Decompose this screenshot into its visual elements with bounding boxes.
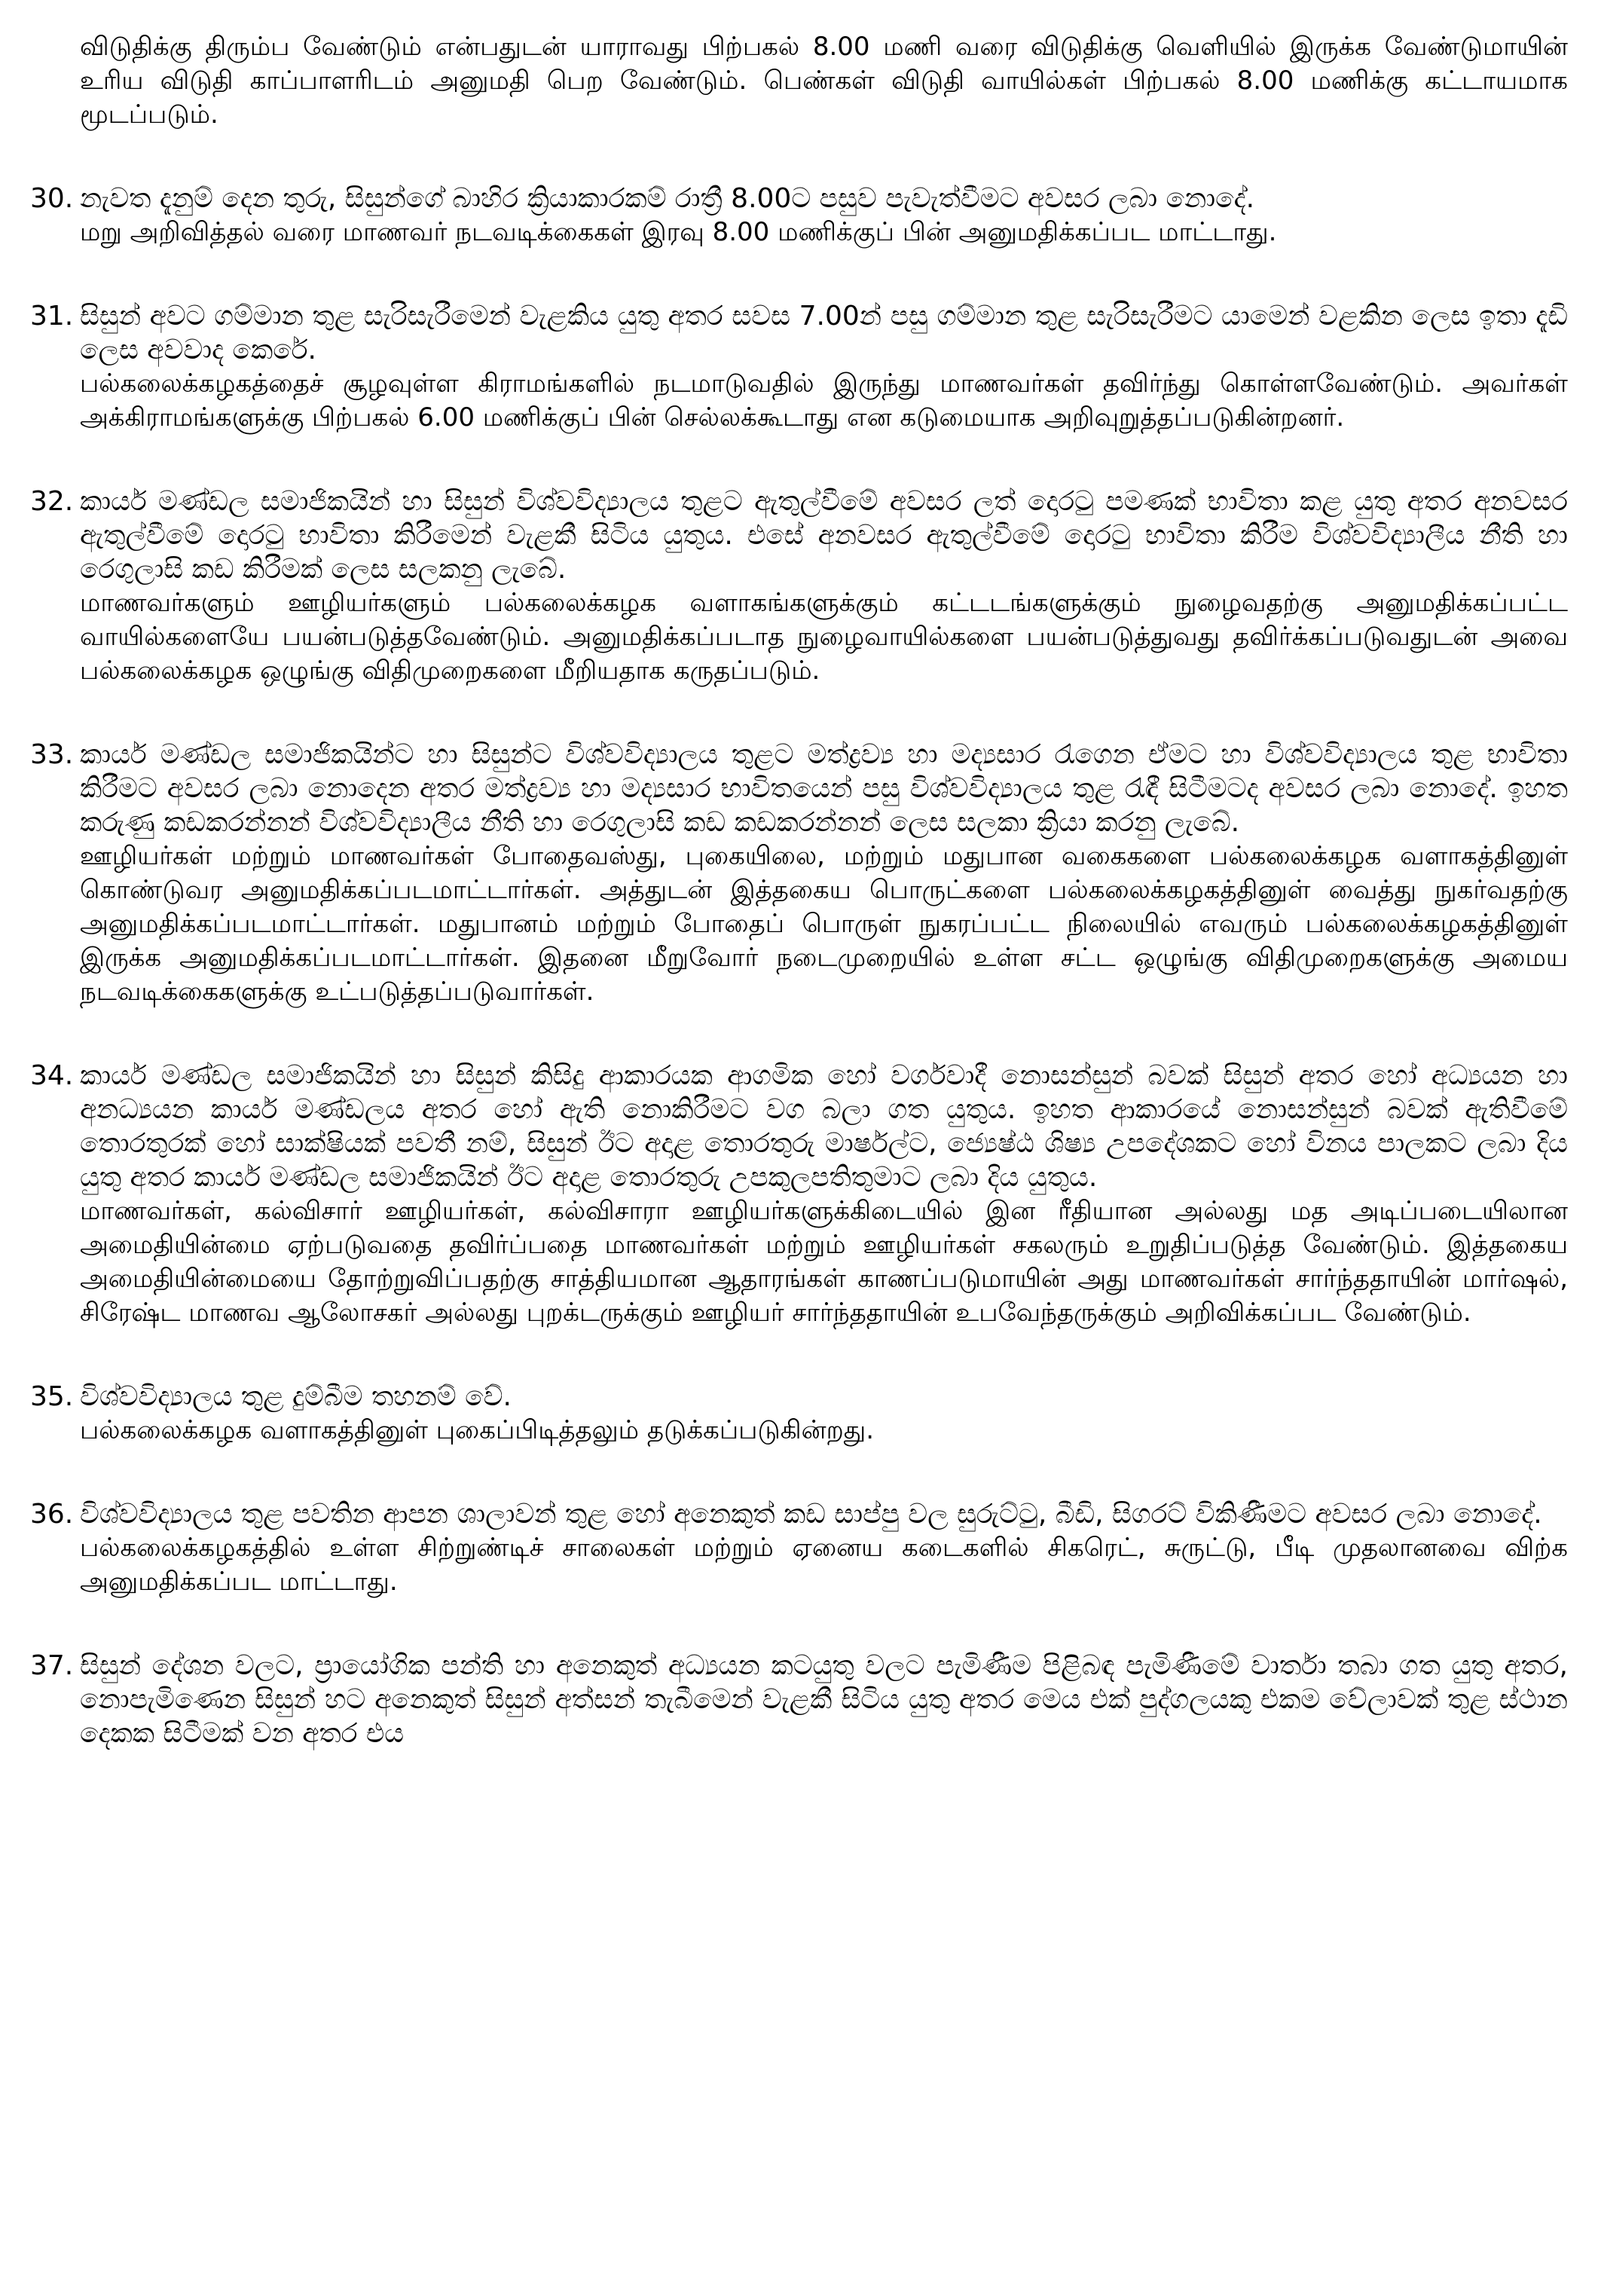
tamil-paragraph: மாணவர்கள், கல்விசார் ஊழியர்கள், கல்விசாரா ஊழியர்களுக்கிடையில் இன ரீதியான அல்லது மத அடிப்படையிலான அமைதியின்மை ஏற்படுவதை தவிர்ப்பதை மாணவர்கள் மற்றும் ஊழியர்கள் சகலரும் உறுதிப்படுத்த வேண்டும். இத்தகைய அமைதியின்மையை தோற்றுவிப்பதற்கு சாத்தியமான ஆதாரங்கள் காணப்படுமாயின் அது மாணவர்கள் சார்ந்ததாயின் மார்ஷல், சிரேஷ்ட மாணவ ஆலோசகர் அல்லது புறக்டருக்கும் ஊழியர் சார்ந்ததாயின் உபவேந்தருக்கும் அறிவிக்கப்பட வேண்டும். — [80, 1196, 1568, 1328]
clause-body — [80, 182, 1568, 249]
sinhala-paragraph: විශ්වවිද්‍යාලය තුළ දුම්බීම තහනම් වේ. — [80, 1381, 512, 1412]
tamil-paragraph: மாணவர்களும் ஊழியர்களும் பல்கலைக்கழக வளாகங்களுக்கும் கட்டடங்களுக்கும் நுழைவதற்கு அனுமதிக்கப்பட்ட வாயில்களையே பயன்படுத்தவேண்டும். அனுமதிக்கப்படாத நுழைவாயில்களை பயன்படுத்துவது தவிர்க்கப்படுவதுடன் அவை பல்கலைக்கழக ஒழுங்கு விதிமுறைகளை மீறியதாக கருதப்படும். — [80, 588, 1568, 686]
intro-tamil-paragraph: விடுதிக்கு திரும்ப வேண்டும் என்பதுடன் யாராவது பிற்பகல் 8.00 மணி வரை விடுதிக்கு வெளியில் இருக்க வேண்டுமாயின் உரிய விடுதி காப்பாளரிடம் அனுமதி பெற வேண்டும். பெண்கள் விடுதி வாயில்கள் பிற்பகல் 8.00 மணிக்கு கட்டாயமாக மூடப்படும். — [80, 32, 1568, 130]
clause-body — [80, 1497, 1568, 1599]
clause-32 — [30, 485, 1568, 688]
tamil-paragraph: பல்கலைக்கழகத்தைச் சூழவுள்ள கிராமங்களில் நடமாடுவதில் இருந்து மாணவர்கள் தவிர்ந்து கொள்ளவேண்டும். அவர்கள் அக்கிராமங்களுக்கு பிற்பகல் 6.00 மணிக்குப் பின் செல்லக்கூடாது என கடுமையாக அறிவுறுத்தப்படுகின்றனர். — [80, 368, 1568, 433]
sinhala-paragraph: විශ්වවිද්‍යාලය තුළ පවතින ආපන ශාලාවන් තුළ හෝ අනෙකුත් කඩ සාප්පු වල සුරුට්ටු, බීඩි, සිගරට් විකිණීමට අවසර ලබා නොදේ. — [80, 1499, 1542, 1530]
sinhala-paragraph: සිසුන් දේශන වලට, ප්‍රායෝගික පන්ති හා අනෙකුත් අධ්‍යයන කටයුතු වලට පැමිණීම පිළිබඳ පැමිණීමේ වාර්තා තබා ගත යුතු අතර, නොපැමිණෙන සිසුන් හට අනෙකුත් සිසුන් අත්සන් තැබීමෙන් වැළකී සිටිය යුතු අතර මෙය එක් පුද්ගලයකු එකම වේලාවක් තුළ ස්ථාන දෙකක සිටීමක් වන අතර එය — [80, 1650, 1568, 1749]
clause-body — [80, 738, 1568, 1009]
tamil-paragraph: பல்கலைக்கழக வளாகத்தினுள் புகைப்பிடித்தலும் தடுக்கப்படுகின்றது. — [80, 1415, 875, 1445]
clause-36 — [30, 1497, 1568, 1599]
clause-30 — [30, 182, 1568, 249]
clause-number: 36. — [30, 1499, 74, 1530]
clause-number: 35. — [30, 1381, 74, 1412]
clause-body — [80, 1649, 1568, 1750]
clause-34 — [30, 1059, 1568, 1330]
clause-body — [80, 299, 1568, 435]
clause-number: 37. — [30, 1650, 74, 1681]
clause-number: 33. — [30, 739, 74, 770]
sinhala-paragraph: සිසුන් අවට ගම්මාන තුළ සැරිසැරීමෙන් වැළකිය යුතු අතර සවස 7.00න් පසු ගම්මාන තුළ සැරිසැරීමට යාමෙන් වළකින ලෙස ඉතා දැඩි ලෙස අවවාද කෙරේ. — [80, 301, 1568, 365]
sinhala-paragraph: කාර්ය මණ්ඩල සමාජිකයින් හා සිසුන් කිසිදු ආකාරයක ආගමික හෝ වර්ගවාදී නොසන්සුන් බවක් සිසුන් අතර හෝ අධ්‍යයන හා අනධ්‍යයන කාර්ය මණ්ඩලය අතර හෝ ඇති නොකිරීමට වග බලා ගත යුතුය. ඉහත ආකාරයේ නොසන්සුන් බවක් ඇතිවීමේ තොරතුරක් හෝ සාක්ෂියක් පවතී නම්, සිසුන් ඊට අදාළ තොරතුරු මාර්ෂල්ට, ජ්‍යෙෂ්ඨ ශිෂ්‍ය උපදේශකට හෝ විනය පාලකට ලබා දිය යුතු අතර කාර්ය මණ්ඩල සමාජිකයින් ඊට අදාළ තොරතුරු උපකුලපතිතුමාට ලබා දිය යුතුය. — [80, 1060, 1568, 1193]
clause-number: 31. — [30, 301, 74, 332]
clause-33 — [30, 738, 1568, 1009]
sinhala-paragraph: නැවත දැනුම් දෙන තුරු, සිසුන්ගේ බාහිර ක්‍රියාකාරකම් රාත්‍රී 8.00ට පසුව පැවැත්වීමට අවසර ලබා නොදේ. — [80, 183, 1255, 214]
clause-body — [80, 485, 1568, 688]
tamil-paragraph: பல்கலைக்கழகத்தில் உள்ள சிற்றுண்டிச் சாலைகள் மற்றும் ஏனைய கடைகளில் சிகரெட், சுருட்டு, பீடி முதலானவை விற்க அனுமதிக்கப்பட மாட்டாது. — [80, 1533, 1568, 1597]
tamil-paragraph: மறு அறிவித்தல் வரை மாணவர் நடவடிக்கைகள் இரவு 8.00 மணிக்குப் பின் அனுமதிக்கப்பட மாட்டாது. — [80, 217, 1277, 247]
clause-number: 32. — [30, 486, 74, 517]
clause-31 — [30, 299, 1568, 435]
sinhala-paragraph: කාර්ය මණ්ඩල සමාජිකයින්ට හා සිසුන්ට විශ්වවිද්‍යාලය තුළට මත්ද්‍රව්‍ය හා මද්‍යසාර රැගෙන ඒමට හා විශ්වවිද්‍යාලය තුළ භාවිතා කිරීමට අවසර ලබා නොදෙන අතර මත්ද්‍රව්‍ය හා මද්‍යසාර භාවිතයෙන් පසු විශ්වවිද්‍යාලය තුළ රැඳී සිටීමටද අවසර ලබා නොදේ. ඉහත කරුණු කඩකරන්නන් විශ්වවිද්‍යාලීය නීති හා රෙගුලාසි කඩ කඩකරන්නන් ලෙස සලකා ක්‍රියා කරනු ලැබේ. — [80, 739, 1568, 838]
tamil-paragraph: ஊழியர்கள் மற்றும் மாணவர்கள் போதைவஸ்து, புகையிலை, மற்றும் மதுபான வகைகளை பல்கலைக்கழக வளாகத்தினுள் கொண்டுவர அனுமதிக்கப்படமாட்டார்கள். அத்துடன் இத்தகைய பொருட்களை பல்கலைக்கழகத்தினுள் வைத்து நுகர்வதற்கு அனுமதிக்கப்படமாட்டார்கள். மதுபானம் மற்றும் போதைப் பொருள் நுகரப்பட்ட நிலையில் எவரும் பல்கலைக்கழகத்தினுள் இருக்க அனுமதிக்கப்படமாட்டார்கள். இதனை மீறுவோர் நடைமுறையில் உள்ள சட்ட ஒழுங்கு விதிமுறைகளுக்கு அமைய நடவடிக்கைகளுக்கு உட்படுத்தப்படுவார்கள். — [80, 841, 1568, 1007]
clause-body — [80, 1059, 1568, 1330]
clause-body — [80, 1380, 1568, 1448]
sinhala-paragraph: කාර්ය මණ්ඩල සමාජිකයින් හා සිසුන් විශ්වවිද්‍යාලය තුළට ඇතුල්වීමේ අවසර ලත් දොරටු පමණක් භාවිතා කළ යුතු අතර අනවසර ඇතුල්වීමේ දොරටු භාවිතා කිරීමෙන් වැළකී සිටිය යුතුය. එසේ අනවසර ඇතුල්වීමේ දොරටු භාවිතා කිරීම විශ්වවිද්‍යාලීය නීති හා රෙගුලාසි කඩ කිරීමක් ලෙස සලකනු ලැබේ. — [80, 486, 1568, 585]
clause-number: 30. — [30, 183, 74, 214]
clause-37 — [30, 1649, 1568, 1750]
clause-number: 34. — [30, 1060, 74, 1091]
clause-35 — [30, 1380, 1568, 1448]
